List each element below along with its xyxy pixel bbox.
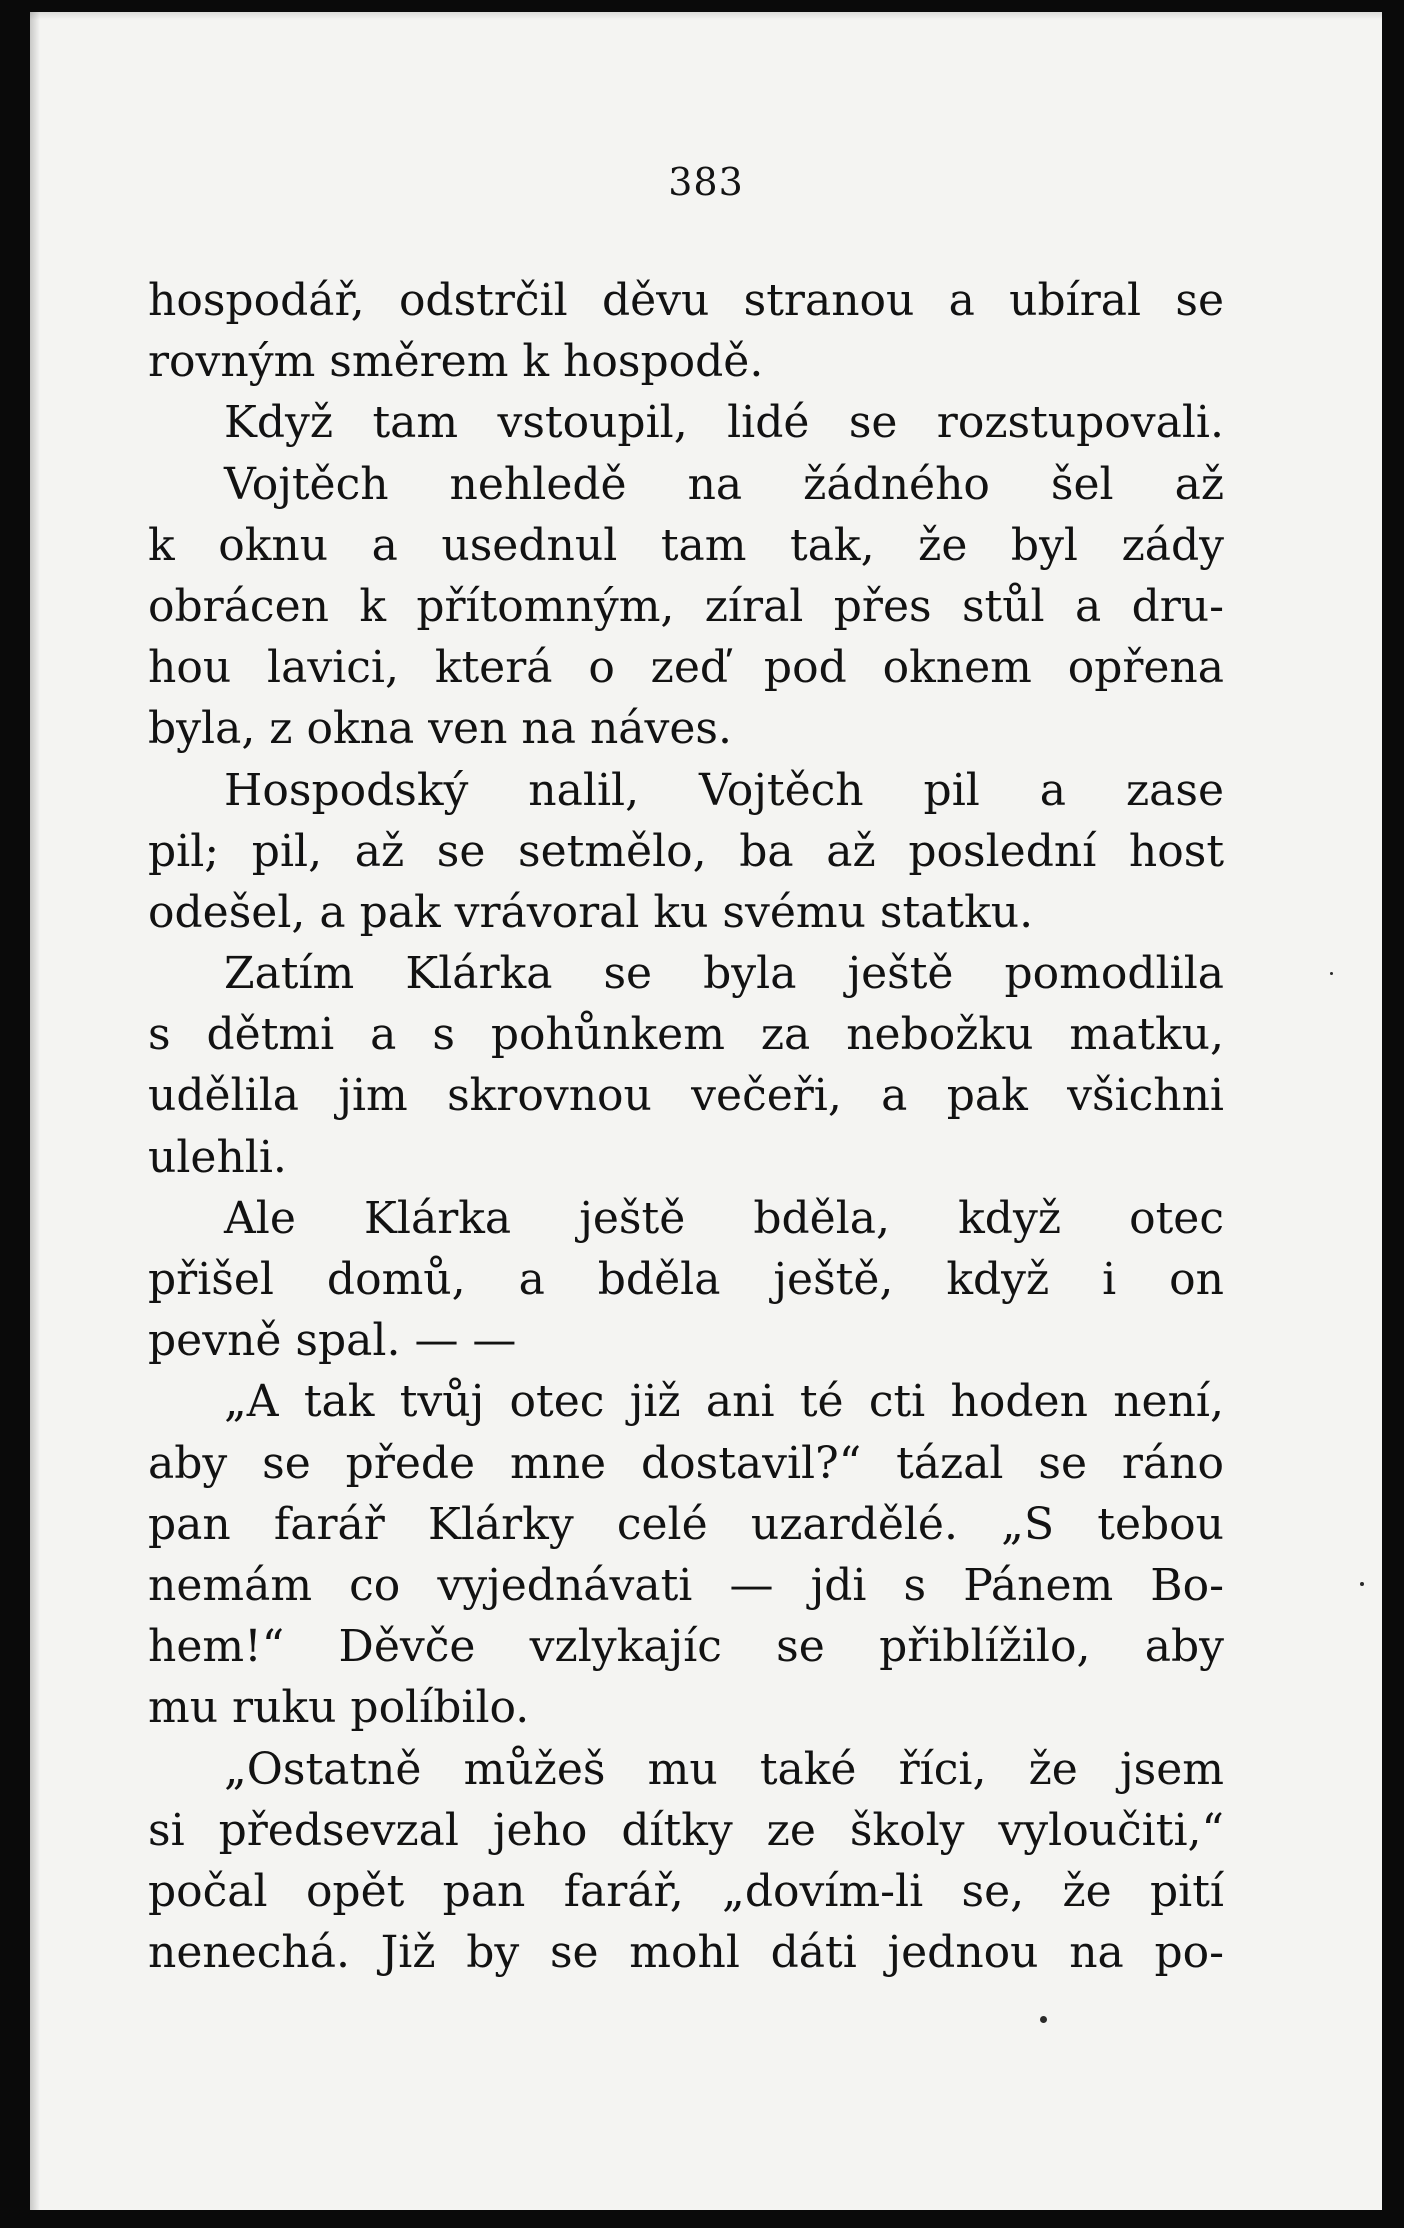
text-line: rovným směrem k hospodě. (148, 336, 764, 388)
text-line: udělila jim skrovnou večeři, a pak všichni (148, 1070, 1224, 1122)
page-edge-shadow-left (30, 12, 40, 2210)
text-line: s dětmi a s pohůnkem za nebožku matku, (148, 1009, 1224, 1061)
page-edge-shadow-top (30, 12, 1382, 20)
text-line: mu ruku políbilo. (148, 1682, 530, 1734)
print-speck (1040, 2016, 1047, 2023)
text-line: Hospodský nalil, Vojtěch pil a zase (224, 764, 1224, 816)
text-line: pevně spal. — — (148, 1315, 517, 1367)
text-line: Vojtěch nehledě na žádného šel až (224, 458, 1224, 510)
text-line: nenechá. Již by se mohl dáti jednou na po- (148, 1927, 1224, 1979)
text-line: byla, z okna ven na náves. (148, 703, 732, 755)
text-line: přišel domů, a bděla ještě, když i on (148, 1254, 1224, 1305)
text-line: odešel, a pak vrávoral ku svému statku. (148, 886, 1034, 938)
text-line: Zatím Klárka se byla ještě pomodlila (224, 948, 1224, 1000)
text-line: pil; pil, až se setmělo, ba až poslední host (148, 825, 1224, 877)
text-line: k oknu a usednul tam tak, že byl zády (148, 519, 1224, 571)
page-number: 383 (668, 160, 744, 204)
text-line: Když tam vstoupil, lidé se rozstupovali. (224, 397, 1224, 449)
text-line: nemám co vyjednávati — jdi s Pánem Bo- (148, 1559, 1224, 1611)
text-line: Ale Klárka ještě bděla, když otec (224, 1192, 1224, 1244)
text-line: „Ostatně můžeš mu také říci, že jsem (224, 1743, 1224, 1795)
text-line: „A tak tvůj otec již ani té cti hoden není, (224, 1376, 1224, 1428)
text-line: si předsevzal jeho dítky ze školy vyloučiti,“ (148, 1804, 1224, 1856)
text-line: pan farář Klárky celé uzardělé. „S tebou (148, 1498, 1224, 1550)
text-line: hou lavici, která o zeď pod oknem opřena (148, 642, 1224, 694)
print-speck (1360, 1582, 1364, 1586)
text-line: hospodář, odstrčil děvu stranou a ubíral se (148, 275, 1224, 326)
book-page (30, 12, 1382, 2210)
print-speck (1330, 972, 1333, 975)
body-text (148, 270, 1224, 1983)
text-line: počal opět pan farář, „dovím-li se, že pití (148, 1865, 1224, 1917)
text-line: obrácen k přítomným, zíral přes stůl a dru- (148, 580, 1224, 632)
text-line: aby se přede mne dostavil?“ tázal se ráno (148, 1437, 1224, 1489)
text-line: ulehli. (148, 1131, 287, 1183)
text-line: hem!“ Děvče vzlykajíc se přiblížilo, aby (148, 1621, 1224, 1673)
